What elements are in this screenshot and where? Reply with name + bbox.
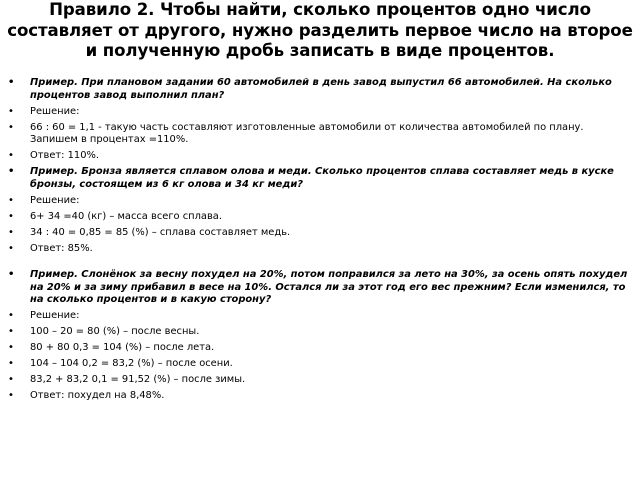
list-item: • 66 : 60 = 1,1 - такую часть составляют изготовленные автомобили от количества автомобилей по плану. Запишем в процентах =110%. (6, 122, 634, 147)
list-item: • 100 – 20 = 80 (%) – после весны. (6, 326, 634, 339)
example-2-question: • Пример. Бронза является сплавом олова и меди. Сколько процентов сплава составляет медь в куске бронзы, состоящем из 6 кг олова и 34 кг меди? (6, 166, 634, 191)
list-item: • Решение: (6, 195, 634, 208)
list-item: • 34 : 40 = 0,85 = 85 (%) – сплава составляет медь. (6, 227, 634, 240)
slide-title: Правило 2. Чтобы найти, сколько процентов одно число составляет от другого, нужно разделить первое число на второе и полученную дробь записать в виде процентов. (7, 0, 633, 60)
example-1-question: • Пример. При плановом задании 60 автомобилей в день завод выпустил 66 автомобилей. На сколько процентов завод выполнил план? (6, 77, 634, 102)
list-item: • Ответ: 110%. (6, 150, 634, 163)
list-item: • Ответ: похудел на 8,48%. (6, 390, 634, 403)
example-3-question: • Пример. Слонёнок за весну похудел на 20%, потом поправился за лето на 30%, за осень опять похудел на 20% и за зиму прибавил в весе на 10%. Остался ли за этот год его вес прежним? Если изменился, то на сколько процентов и в какую сторону? (6, 269, 634, 307)
list-item: • Решение: (6, 310, 634, 323)
list-item: • 80 + 80 0,3 = 104 (%) – после лета. (6, 342, 634, 355)
list-item: • 6+ 34 =40 (кг) – масса всего сплава. (6, 211, 634, 224)
list-item: • 104 – 104 0,2 = 83,2 (%) – после осени. (6, 358, 634, 371)
list-item: • Решение: (6, 106, 634, 119)
list-item: • Ответ: 85%. (6, 243, 634, 256)
list-item: • 83,2 + 83,2 0,1 = 91,52 (%) – после зимы. (6, 374, 634, 387)
content-list (6, 77, 634, 406)
